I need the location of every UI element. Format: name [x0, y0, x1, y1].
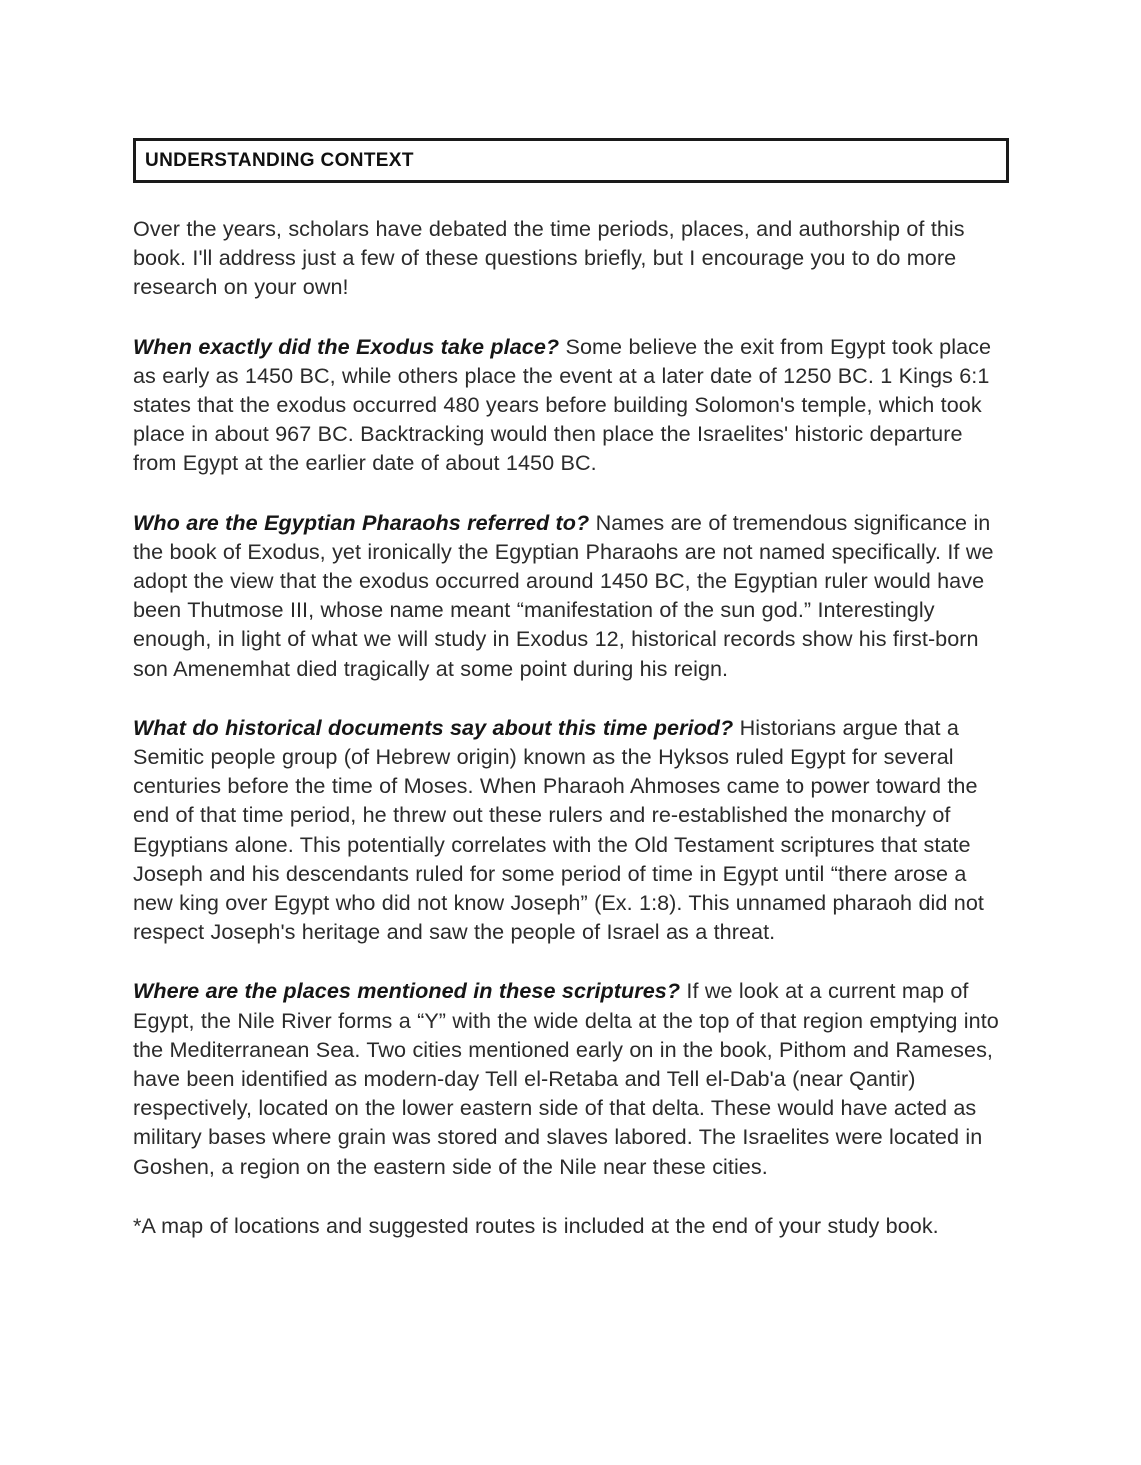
- paragraph-pharaohs: [133, 508, 1009, 683]
- paragraph-pharaohs-lead: Who are the Egyptian Pharaohs referred to?: [133, 509, 590, 535]
- body-text-block: [133, 214, 1009, 1240]
- paragraph-places-text: If we look at a current map of Egypt, the Nile River forms a “Y” with the wide delta at the top of that region emptying into the Mediterranean Sea. Two cities mentioned early on in the book, Pithom and Rameses, have been identified as modern-day Tell el-Retaba and Tell el-Dab'a (near Qantir) respectively, located on the lower eastern side of that delta. These would have acted as military bases where grain was stored and slaves labored. The Israelites were located in Goshen, a region on the eastern side of the Nile near these cities.: [133, 978, 999, 1179]
- paragraph-pharaohs-text: Names are of tremendous significance in the book of Exodus, yet ironically the Egyptian Pharaohs are not named specifically. If we adopt the view that the exodus occurred around 1450 BC, the Egyptian ruler would have been Thutmose III, whose name meant “manifestation of the sun god.” Interestingly enough, in light of what we will study in Exodus 12, historical records show his first-born son Amenemhat died tragically at some point during his reign.: [133, 509, 994, 681]
- document-content: [133, 138, 1009, 1240]
- paragraph-historical-documents-text: Historians argue that a Semitic people group (of Hebrew origin) known as the Hyksos ruled Egypt for several centuries before the time of Moses. When Pharaoh Ahmoses came to power toward the end of that time period, he threw out these rulers and re-established the monarchy of Egyptians alone. This potentially correlates with the Old Testament scriptures that state Joseph and his descendants ruled for some period of time in Egypt until “there arose a new king over Egypt who did not know Joseph” (Ex. 1:8). This unnamed pharaoh did not respect Joseph's heritage and saw the people of Israel as a threat.: [133, 714, 984, 945]
- paragraph-historical-documents: [133, 713, 1009, 947]
- section-header-box: [133, 138, 1009, 183]
- paragraph-exodus-date-text: Some believe the exit from Egypt took place as early as 1450 BC, while others place the event at a later date of 1250 BC. 1 Kings 6:1 states that the exodus occurred 480 years before building Solomon's temple, which took place in about 967 BC. Backtracking would then place the Israelites' historic departure from Egypt at the earlier date of about 1450 BC.: [133, 333, 992, 476]
- paragraph-intro-text: Over the years, scholars have debated the time periods, places, and authorship of this book. I'll address just a few of these questions briefly, but I encourage you to do more research on your own!: [133, 216, 965, 300]
- section-header-title: UNDERSTANDING CONTEXT: [145, 150, 414, 171]
- paragraph-places-lead: Where are the places mentioned in these scriptures?: [133, 978, 681, 1004]
- paragraph-historical-documents-lead: What do historical documents say about this time period?: [133, 714, 734, 740]
- footnote-label: *A map of locations and suggested routes is included at the end of your study book.: [133, 1212, 939, 1238]
- paragraph-exodus-date-lead: When exactly did the Exodus take place?: [133, 333, 560, 359]
- footnote-text: [133, 1211, 1009, 1240]
- paragraph-intro: [133, 214, 1009, 302]
- paragraph-exodus-date: [133, 332, 1009, 478]
- paragraph-places: [133, 976, 1009, 1180]
